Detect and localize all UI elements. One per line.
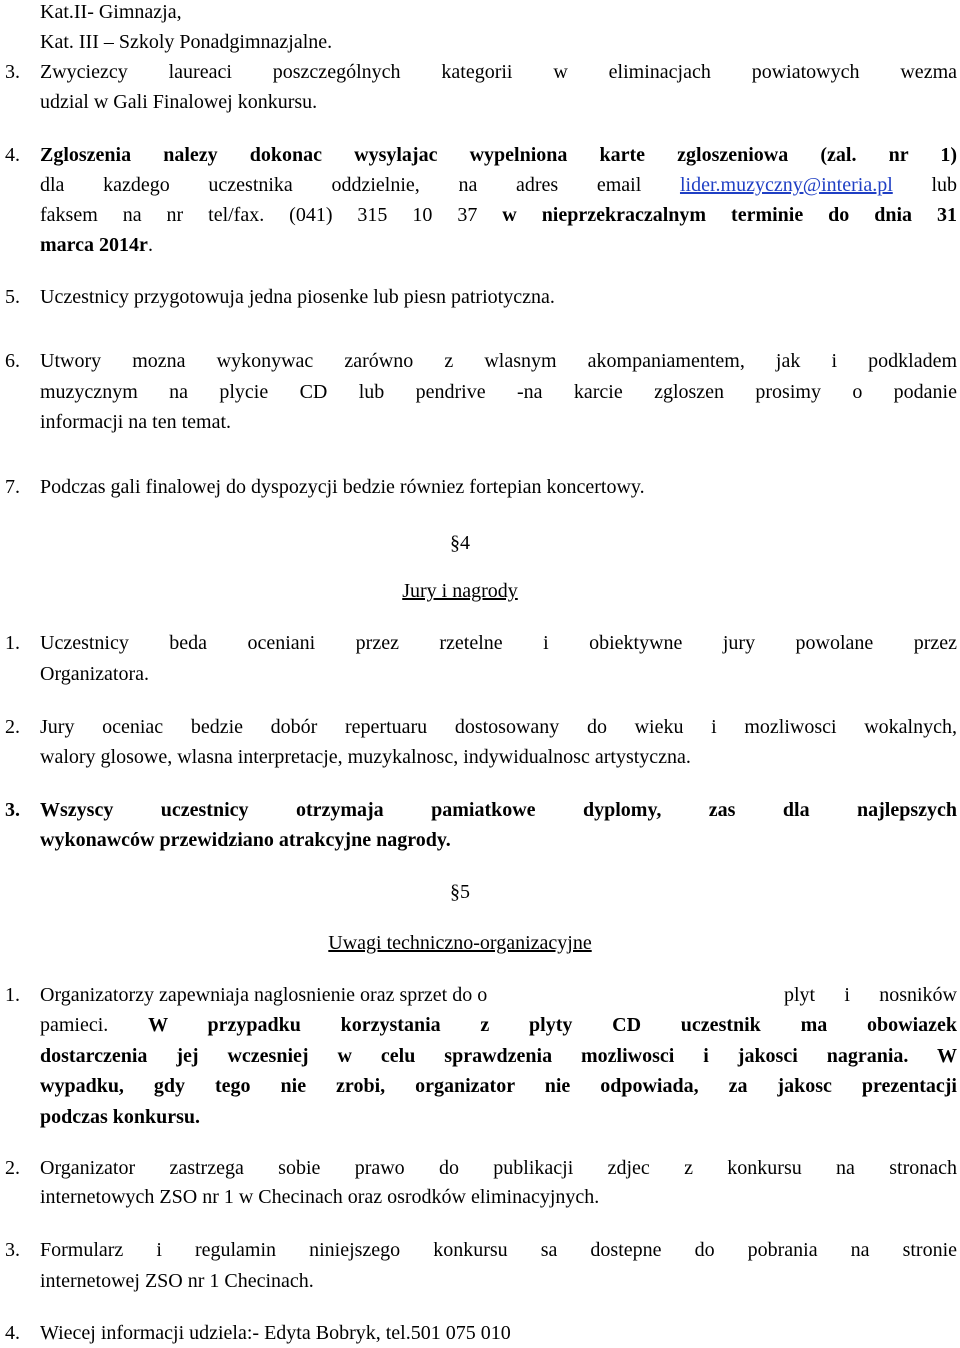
tech-1-line-1a: Organizatorzy zapewniaja naglosnienie oraz sprzet do o [40,984,488,1006]
jury-1-line-1: Uczestnicy beda oceniani przez rzetelne i obiektywne jury powolane przez [40,632,957,654]
category-3: Kat. III – Szkoly Ponadgimnazjalne. [40,31,333,53]
item-number: 2. [5,716,20,738]
section-4-title: Jury i nagrody [402,580,518,602]
section-5-title: Uwagi techniczno-organizacyjne [328,932,592,954]
tech-1-line-4: wypadku, gdy tego nie zrobi, organizator nie odpowiada, za jakosc prezentacji [40,1075,957,1097]
item-3-line-1: Zwyciezcy laureaci poszczególnych kategorii w eliminacjach powiatowych wezma [40,61,957,83]
item-number: 2. [5,1157,20,1179]
item-6-line-1: Utwory mozna wykonywac zarówno z wlasnym akompaniamentem, jak i podkladem [40,350,957,372]
item-number: 7. [5,476,20,498]
item-4-line-2 [40,170,957,200]
item-6-line-3: informacji na ten temat. [40,411,232,433]
item-4-line-1: Zgloszenia nalezy dokonac wysylajac wypelniona karte zgloszeniowa (zal. nr 1) [40,144,957,166]
item-number: 3. [5,799,20,821]
deadline-date: marca 2014r [40,234,148,256]
item-7-line-1: Podczas gali finalowej do dyspozycji bedzie równiez fortepian koncertowy. [40,476,645,498]
fax-text: faksem na nr tel/fax. (041) 315 10 37 [40,204,478,226]
item-5-line-1: Uczestnicy przygotowuja jedna piosenke lub piesn patriotyczna. [40,286,555,308]
jury-1-line-2: Organizatora. [40,663,150,685]
item-6-line-2: muzycznym na plycie CD lub pendrive -na karcie zgloszen prosimy o podanie [40,381,957,403]
tech-1-line-5: podczas konkursu. [40,1106,201,1128]
item-number: 1. [5,984,20,1006]
category-2: Kat.II- Gimnazja, [40,1,182,23]
deadline-text: w nieprzekraczalnym terminie do dnia 31 [502,204,957,226]
jury-3-line-1: Wszyscy uczestnicy otrzymaja pamiatkowe dyplomy, zas dla najlepszych [40,799,957,821]
tech-2-line-2: internetowych ZSO nr 1 w Checinach oraz osrodków eliminacyjnych. [40,1186,600,1208]
item-4-line-2-end: lub [931,174,957,196]
item-4-line-2-text: dla kazdego uczestnika oddzielnie, na adres email [40,174,642,196]
tech-1-line-2 [40,1010,957,1040]
item-number: 6. [5,350,20,372]
item-4-line-3 [40,200,957,230]
section-5-mark: §5 [450,881,470,903]
tech-1-line-2-text: pamieci. [40,1014,109,1036]
tech-4-line-1: Wiecej informacji udziela:- Edyta Bobryk, tel.501 075 010 [40,1322,511,1344]
tech-3-line-2: internetowej ZSO nr 1 Checinach. [40,1270,314,1292]
item-3-line-2: udzial w Gali Finalowej konkursu. [40,91,318,113]
tech-2-line-1: Organizator zastrzega sobie prawo do publikacji zdjec z konkursu na stronach [40,1157,957,1179]
item-number: 4. [5,1322,20,1344]
jury-2-line-2: walory glosowe, wlasna interpretacje, muzykalnosc, indywidualnosc artystyczna. [40,746,691,768]
jury-3-line-2: wykonawców przewidziano atrakcyjne nagrody. [40,829,451,851]
item-number: 4. [5,144,20,166]
item-number: 1. [5,632,20,654]
item-number: 5. [5,286,20,308]
tech-1-line-1b: plyt i nosników [784,984,957,1006]
item-4-line-4 [40,230,153,260]
section-4-mark: §4 [450,532,470,554]
tech-3-line-1: Formularz i regulamin niniejszego konkursu sa dostepne do pobrania na stronie [40,1239,957,1261]
item-number: 3. [5,1239,20,1261]
tech-1-line-3: dostarczenia jej wczesniej w celu sprawdzenia mozliwosci i jakosci nagrania. W [40,1045,957,1067]
item-number: 3. [5,61,20,83]
tech-1-line-2-bold: W przypadku korzystania z plyty CD uczestnik ma obowiazek [148,1014,958,1036]
deadline-period: . [147,234,153,256]
jury-2-line-1: Jury oceniac bedzie dobór repertuaru dostosowany do wieku i mozliwosci wokalnych, [40,716,957,738]
email-link[interactable]: lider.muzyczny@interia.pl [679,174,893,196]
